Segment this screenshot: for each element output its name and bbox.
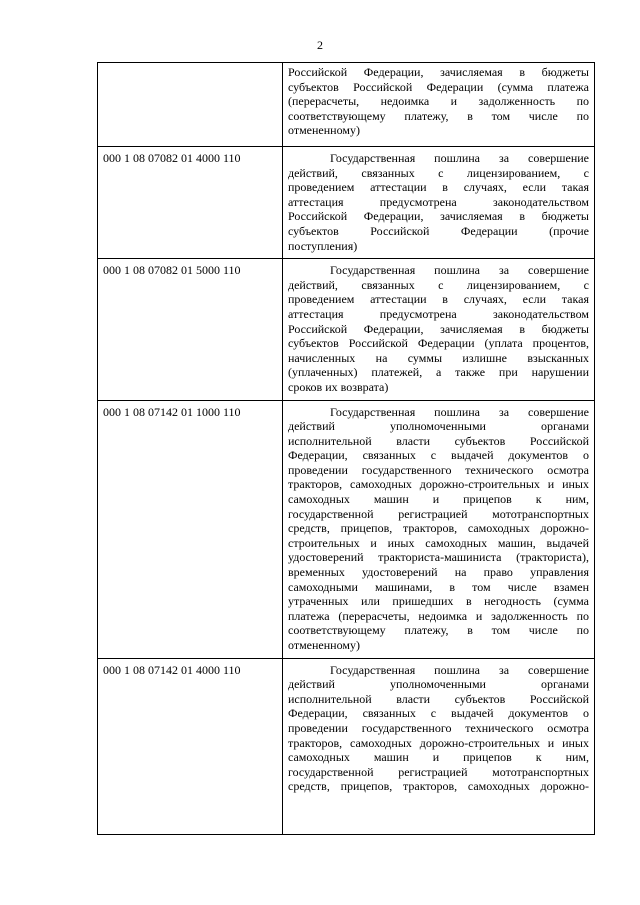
description-line: субъектов Российской Федерации (уплата процентов, xyxy=(288,336,589,351)
description-line: самоходных машин и прицепов к ним, xyxy=(288,750,589,765)
description-line: удостоверений тракториста-машиниста (тракториста), xyxy=(288,550,589,565)
table-row xyxy=(98,63,595,147)
description-line: отмененному) xyxy=(288,123,360,138)
description-line: (уплаченных) платежей, а также при нарушении xyxy=(288,365,589,380)
table-row xyxy=(98,147,595,259)
description-line: аттестация предусмотрена законодательством xyxy=(288,194,589,209)
description-line: временных удостоверений на право управления xyxy=(288,565,589,580)
budget-codes-table xyxy=(97,62,595,835)
description-line: соответствующему платежу, в том числе по xyxy=(288,623,589,638)
description-line: действий уполномоченными органами xyxy=(288,677,589,692)
description-line: Государственная пошлина за совершение xyxy=(330,263,589,278)
description-line: Российской Федерации, зачисляемая в бюджеты xyxy=(288,65,589,79)
description-line: сроков их возврата) xyxy=(288,379,389,394)
revenue-description xyxy=(283,658,595,834)
description-line: исполнительной власти субъектов Российской xyxy=(288,691,589,706)
description-line: государственной регистрацией мототранспортных xyxy=(288,764,589,779)
description-line: Государственная пошлина за совершение xyxy=(330,151,589,165)
description-line: тракторов, самоходных дорожно-строительных и иных xyxy=(288,477,589,492)
description-line: средств, прицепов, тракторов, самоходных дорожно- xyxy=(288,779,589,794)
description-line: строительных и иных самоходных машин, выдачей xyxy=(288,535,589,550)
description-line: исполнительной власти субъектов Российской xyxy=(288,433,589,448)
description-line: проведением аттестации в случаях, если такая xyxy=(288,180,589,195)
budget-classification-code: 000 1 08 07082 01 4000 110 xyxy=(98,147,283,259)
description-line: средств, прицепов, тракторов, самоходных дорожно- xyxy=(288,521,589,536)
description-line: Государственная пошлина за совершение xyxy=(330,662,589,677)
budget-classification-code: 000 1 08 07142 01 4000 110 xyxy=(98,658,283,834)
revenue-description xyxy=(283,63,595,147)
table-row xyxy=(98,259,595,400)
description-line: действий, связанных с лицензированием, с xyxy=(288,277,589,292)
table-row xyxy=(98,400,595,658)
description-line: платежа (перерасчеты, недоимка и задолженность по xyxy=(288,608,589,623)
description-line: государственной регистрацией мототранспортных xyxy=(288,506,589,521)
description-line: субъектов Российской Федерации (прочие xyxy=(288,223,589,238)
description-line: соответствующему платежу, в том числе по xyxy=(288,108,589,123)
description-line: Федерации, связанных с выдачей документов о xyxy=(288,706,589,721)
description-line: действий, связанных с лицензированием, с xyxy=(288,165,589,180)
table-row xyxy=(98,658,595,834)
page-number: 2 xyxy=(317,38,323,52)
description-line: начисленных на суммы излишне взысканных xyxy=(288,350,589,365)
revenue-description xyxy=(283,147,595,259)
description-line: проведением аттестации в случаях, если такая xyxy=(288,292,589,307)
description-line: Федерации, связанных с выдачей документов о xyxy=(288,448,589,463)
budget-classification-code xyxy=(98,63,283,147)
description-line: отмененному) xyxy=(288,638,360,652)
description-line: поступления) xyxy=(288,238,358,253)
description-line: проведении государственного технического осмотра xyxy=(288,462,589,477)
description-line: субъектов Российской Федерации (сумма платежа xyxy=(288,79,589,94)
revenue-description xyxy=(283,400,595,658)
description-line: тракторов, самоходных дорожно-строительных и иных xyxy=(288,735,589,750)
description-line: Российской Федерации, зачисляемая в бюджеты xyxy=(288,321,589,336)
description-line: Государственная пошлина за совершение xyxy=(330,404,589,419)
description-line: проведении государственного технического осмотра xyxy=(288,720,589,735)
budget-classification-code: 000 1 08 07082 01 5000 110 xyxy=(98,259,283,400)
description-line: самоходными машинами, в том числе взамен xyxy=(288,579,589,594)
description-line: аттестация предусмотрена законодательством xyxy=(288,306,589,321)
revenue-description xyxy=(283,259,595,400)
description-line: Российской Федерации, зачисляемая в бюджеты xyxy=(288,209,589,224)
description-line: действий уполномоченными органами xyxy=(288,419,589,434)
description-line: самоходных машин и прицепов к ним, xyxy=(288,492,589,507)
description-line: (перерасчеты, недоимка и задолженность по xyxy=(288,94,589,109)
budget-classification-code: 000 1 08 07142 01 1000 110 xyxy=(98,400,283,658)
description-line: утраченных или пришедших в негодность (сумма xyxy=(288,594,589,609)
